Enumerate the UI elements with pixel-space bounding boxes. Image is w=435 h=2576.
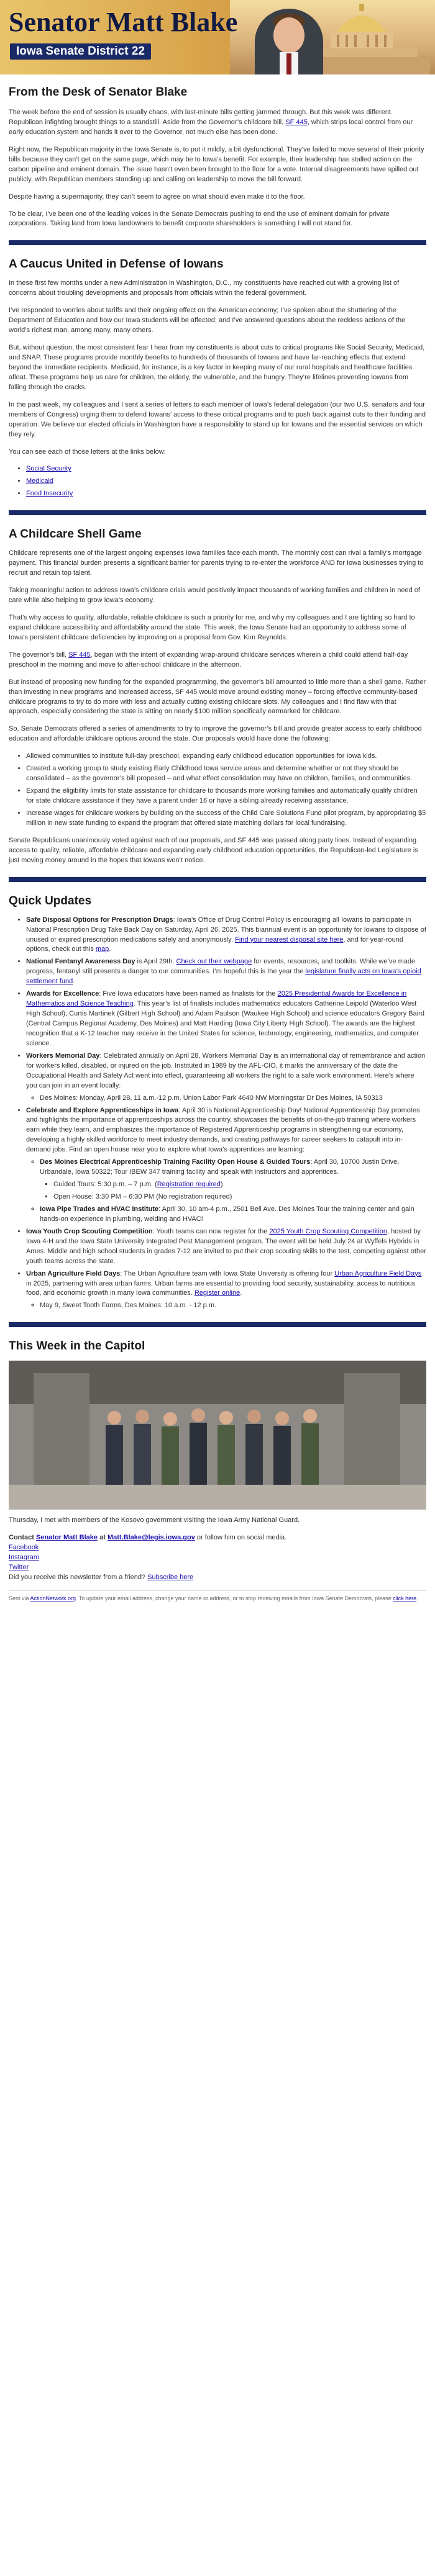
senator-profile-link[interactable]: Senator Matt Blake xyxy=(36,1534,98,1542)
newsletter-body xyxy=(0,74,435,1603)
crop-scouting-link[interactable]: 2025 Youth Crop Scouting Competition xyxy=(269,1227,388,1235)
section-divider xyxy=(9,1322,426,1327)
social-security-letter-link[interactable]: Social Security xyxy=(26,465,71,473)
newsletter-header xyxy=(0,0,435,74)
updates-list xyxy=(9,916,426,1312)
register-online-link[interactable]: Register online xyxy=(194,1289,240,1297)
list-item: • Safe Disposal Options for Prescription Drugs: Iowa’s Office of Drug Control Policy is encouraging all Iowans to participate in National Prescription Drug Take Back Day on Saturday, April 26, 2025. This biannual event is an opportunity for Iowans to dispose of unused or expired prescription medications safely and anonymously. Find your nearest disposal site here, and for year-round options, check out this map. xyxy=(26,916,426,955)
registration-link[interactable]: Registration required xyxy=(157,1181,221,1189)
list-item: ◦ Des Moines Electrical Apprenticeship Training Facility Open House & Guided Tours: April 30, 10700 Justin Drive, Urbandale, Iowa 50322; Tour IBEW 347 training facility and speak with instructors and apprentices. ▪ Guided Tours: 5:30 p.m. – 7 p.m. (Registration required) ▪ Open House: 3:30 PM – 6:30 PM (No registration required) xyxy=(40,1158,426,1202)
childcare-heading: A Childcare Shell Game xyxy=(9,528,142,541)
list-item xyxy=(26,464,426,474)
list-item: • National Fentanyl Awareness Day is April 29th. Check out their webpage for events, resources, and toolkits. While we’ve made progress, fentanyl still presents a danger to our communities. I’m hopeful this is the year the legislature finally acts on Iowa’s opioid settlement fund. xyxy=(26,957,426,987)
disposal-map-link[interactable]: map xyxy=(95,945,109,953)
contact-block xyxy=(9,1533,426,1583)
medicaid-letter-link[interactable]: Medicaid xyxy=(26,477,54,485)
senator-portrait xyxy=(255,9,323,74)
updates-heading: Quick Updates xyxy=(9,894,92,907)
childcare-paragraph: The governor’s bill, SF 445, began with the intent of expanding wrap-around childcare services wherein a child could attend half-day preschool in the morning and move to after-school childcare in the afternoon. xyxy=(9,651,408,669)
list-item: • Expand the eligibility limits for state assistance for childcare to thousands more working families and automatically qualify children for state childcare assistance if they have a parent under 16 or have a sibling already receiving assistance. xyxy=(26,786,426,806)
caucus-paragraph: I’ve responded to worries about tariffs and their ongoing effect on the American economy; I’ve spoken about the shuttering of the Department of Education and how our Iowa students will be affected; and I’ve answered questions about the reckless actions of the world’s richest man, among many, many others. xyxy=(9,307,406,335)
childcare-paragraph: So, Senate Democrats offered a series of amendments to try to improve the governor’s bill and provide greater access to early childhood education and affordable childcare options around the state. Our proposals would have done the following: xyxy=(9,725,422,743)
disposal-site-link[interactable]: Find your nearest disposal site here xyxy=(235,935,344,943)
list-item: • Awards for Excellence: Five Iowa educators have been named as finalists for the 2025 Presidential Awards for Excellence in Mathematics and Science Teaching. This year’s list of finalists includes mathematics educators Catherine Leipold (Waterloo West High School), Curtis Martinek (Gilbert High School) and Adam Paulson (Waukee High School) and science educators Gregory Baird (Central Campus Regional Academy, Des Moines) and Matt Harding (Iowa City Liberty High School). The awards are the highest recognition that a K-12 teacher may receive in the United States for science, technology, engineering, mathematics, and computer science. xyxy=(26,989,426,1049)
list-item xyxy=(26,489,426,499)
list-item: ◦ Des Moines: Monday, April 28, 11 a.m.-12 p.m. Union Labor Park 4640 NW Morningstar Dr Des Moines, IA 50313 xyxy=(40,1094,426,1104)
contact-line: Contact Senator Matt Blake at Matt.Blake@legis.iowa.gov or follow him on social media. Facebook Instagram Twitter Did you receive this newsletter from a friend? Subscribe here xyxy=(9,1534,287,1581)
caucus-paragraph: You can see each of those letters at the links below: xyxy=(9,448,166,456)
caucus-paragraph: But, without question, the most consistent fear I hear from my constituents is about cuts to critical programs like Social Security, Medicaid, and SNAP. These programs provide monthly benefits to hundreds of thousands of Iowans and have far-reaching effects that extend beyond the immediate recipients. Medicaid, for instance, is a key factor in keeping many of our rural hospitals and healthcare facilities afloat. These programs help us care for children, the elderly, the vulnerable, and the hungry. They’re lifelines preventing Iowans from falling through the cracks. xyxy=(9,344,425,391)
instagram-link[interactable]: Instagram xyxy=(9,1554,39,1562)
list-item: ◦ Iowa Pipe Trades and HVAC Institute: April 30, 10 am-4 p.m., 2501 Bell Ave. Des Moines Tour the training center and gain hands-on experience in plumbing, welding and HVAC! xyxy=(40,1205,426,1225)
list-item: ◦ May 9, Sweet Tooth Farms, Des Moines: 10 a.m. - 12 p.m. xyxy=(40,1301,426,1311)
email-link[interactable]: Matt.Blake@legis.iowa.gov xyxy=(107,1534,195,1542)
childcare-paragraph: That’s why access to quality, affordable, reliable childcare is such a priority for me, and why my colleagues and I are fighting so hard to expand childcare accessibility and affordability around the state. This week, the Iowa Senate had an opportunity to address some of Iowa’s persistent childcare deficiencies by improving on a proposal from Gov. Kim Reynolds. xyxy=(9,613,415,641)
desk-paragraph: The week before the end of session is usually chaos, with last-minute bills getting jammed through. But this week was different. Republican infighting brought things to a standstill. Aside from the Governor’s childcare bill, SF 445, which strips local control from our early education system and hands it over to the Governor, not much else has been done. xyxy=(9,109,413,136)
caucus-paragraph: In these first few months under a new Administration in Washington, D.C., my constituents have reached out with a growing list of concerns about troubling developments and proposals from officials within the federal government. xyxy=(9,279,400,297)
childcare-paragraph: Taking meaningful action to address Iowa’s childcare crisis would positively impact thousands of working families and children in need of care while also helping to grow Iowa’s economy. xyxy=(9,587,420,604)
presidential-awards-link[interactable]: 2025 Presidential Awards for Excellence in Mathematics and Science Teaching xyxy=(26,990,407,1008)
field-days-link[interactable]: Urban Agriculture Field Days xyxy=(334,1269,422,1277)
list-item: ▪ Open House: 3:30 PM – 6:30 PM (No registration required) xyxy=(53,1192,426,1202)
unsubscribe-link[interactable]: click here xyxy=(393,1595,417,1601)
caucus-paragraph: In the past week, my colleagues and I sent a series of letters to each member of Iowa’s federal delegation (our two U.S. senators and four members of Congress) urging them to defend Iowans’ access to these critical programs and to push back against cuts to their funding and operation. We believe our elected officials in Washington have a responsibility to stand up for Iowans and the essential services on which they rely. xyxy=(9,400,426,438)
letters-list xyxy=(9,464,426,499)
actionnetwork-link[interactable]: ActionNetwork.org xyxy=(30,1595,76,1601)
section-divider xyxy=(9,877,426,882)
amendments-list xyxy=(9,752,426,829)
childcare-paragraph: Childcare represents one of the largest ongoing expenses Iowa families face each month. The monthly cost can rival a family’s mortgage payment. This financial burden presents a significant barrier for parents trying to re-enter the workforce AND for Iowa businesses trying to recruit and retain top talent. xyxy=(9,549,424,577)
capitol-heading: This Week in the Capitol xyxy=(9,1340,145,1353)
list-item: • Created a working group to study existing Early Childhood Iowa service areas and determine whether or not they should be consolidated – as the governor’s bill proposed – and what effect consolidation may have on children, families, and communities. xyxy=(26,764,426,784)
section-divider xyxy=(9,510,426,515)
list-item: • Increase wages for childcare workers by building on the success of the Child Care Solutions Fund pilot program, by appropriating $5 million in new state funding to expand the program that offered state matching dollars for local fundraising. xyxy=(26,809,426,829)
header-title: Senator Matt Blake xyxy=(9,7,238,37)
fentanyl-webpage-link[interactable]: Check out their webpage xyxy=(176,958,252,966)
desk-paragraph: To be clear, I’ve been one of the leading voices in the Senate Democrats pushing to end the use of eminent domain for private corporations. Taking land from Iowa landowners to benefit corporate shareholders is something I will not stand for. xyxy=(9,210,390,228)
list-item: • Workers Memorial Day: Celebrated annually on April 28, Workers Memorial Day is an international day of remembrance and action for workers killed, disabled, or injured on the job. Instituted in 1989 by the AFL-CIO, it marks the anniversary of the date the Occupational Health and Safety Act went into effect, guaranteeing all workers the right to a safe work environment. Here’s where you can join in an event locally: ◦ Des Moines: Monday, April 28, 11 a.m.-12 p.m. Union Labor Park 4640 NW Morningstar Dr Des Moines, IA 50313 xyxy=(26,1052,426,1104)
list-item: • Celebrate and Explore Apprenticeships in Iowa: April 30 is National Apprenticeship Day! National Apprenticeship Day promotes and highlights the importance of apprenticeships across the country, showcases the benefits of on-the-job training where workers earn while they learn, and emphasizes the importance of Registered Apprenticeship programs in strengthening our economy, developing a highly skilled workforce to meet industry demands, and creating pathways for career seekers to catapult into in-demand jobs. Find an open house near you to explore what Iowa’s apprentices are learning: ◦ Des Moines Electrical Apprenticeship Training Facility Open House & Guided Tours: April 30, 10700 Justin Drive, Urbandale, Iowa 50322; Tour IBEW 347 training facility and speak with instructors and apprentices. ▪ Guided Tours: 5:30 p.m. – 7 p.m. (Registration required) ▪ Open House: 3:30 PM – 6:30 PM (No registration required) ◦ Iowa Pipe Trades and HVAC Institute: April 30, 10 am-4 p.m., 2501 Bell Ave. Des Moines Tour the training center and gain hands-on experience in plumbing, welding and HVAC! xyxy=(26,1106,426,1225)
desk-paragraph: Despite having a supermajority, they can’t seem to agree on what should even make it to the floor. xyxy=(9,192,305,200)
desk-heading: From the Desk of Senator Blake xyxy=(9,86,188,99)
food-insecurity-letter-link[interactable]: Food Insecurity xyxy=(26,490,73,498)
twitter-link[interactable]: Twitter xyxy=(9,1564,29,1572)
opioid-settlement-link[interactable]: legislature finally acts on Iowa’s opioid settlement fund xyxy=(26,968,421,986)
capitol-group-photo xyxy=(9,1361,426,1510)
group-photo-image xyxy=(9,1361,426,1510)
list-item: • Allowed communities to institute full-day preschool, expanding early childhood education opportunities for Iowa kids. xyxy=(26,752,426,762)
subscribe-link[interactable]: Subscribe here xyxy=(147,1574,194,1581)
list-item: ▪ Guided Tours: 5:30 p.m. – 7 p.m. (Registration required) xyxy=(53,1180,426,1190)
childcare-paragraph: Senate Republicans unanimously voted against each of our proposals, and SF 445 was passed along party lines. Instead of expanding access to quality, reliable, affordable childcare and expanding early childhood education opportunities, the Republican-led Legislature is just moving money around in the hopes that Iowans won’t notice. xyxy=(9,836,418,864)
caucus-heading: A Caucus United in Defense of Iowans xyxy=(9,258,224,271)
list-item xyxy=(26,477,426,487)
facebook-link[interactable]: Facebook xyxy=(9,1544,39,1552)
section-divider xyxy=(9,240,426,245)
sf445-link[interactable]: SF 445 xyxy=(68,651,91,659)
unsubscribe-footer: Sent via ActionNetwork.org. To update your email address, change your name or address, or to stop receiving emails from Iowa Senate Democrats, please click here. xyxy=(9,1590,426,1603)
photo-caption: Thursday, I met with members of the Kosovo government visiting the Iowa Army National Guard. xyxy=(9,1516,300,1524)
list-item: • Iowa Youth Crop Scouting Competition: Youth teams can now register for the 2025 Youth Crop Scouting Competition, hosted by Iowa 4-H and the Iowa State University Integrated Pest Management program. The event will be held July 24 at Wyffels Hybrids in Ames. Middle and high school students in grades 7-12 are invited to put their crop scouting skills to the test, competing against other youth teams across the state. xyxy=(26,1227,426,1267)
childcare-paragraph: But instead of proposing new funding for the expanded programming, the governor’s bill amounted to little more than a shell game. Rather than investing in new programs and increased access, SF 445 would move around existing money – forcing effective community-based childcare programs to try to do more with less and actually cutting existing childcare slots. My colleagues and I find flaw with that approach, especially considering the state is sitting on nearly $100 million specifically earmarked for childcare. xyxy=(9,678,426,716)
header-subtitle: Iowa Senate District 22 xyxy=(10,43,151,60)
desk-paragraph: Right now, the Republican majority in the Iowa Senate is, to put it mildly, a bit dysfunctional. They’ve failed to move several of their priority bills because they can’t get on the same page, which may be to Iowa’s benefit. For example, their leadership has stalled action on the carbon pipeline and eminent domain. The issue hasn’t even been brought to the floor for a vote. Internal disagreements have spilled out publicly, with Republican members standing up and calling on leadership to move the bill forward. xyxy=(9,145,424,183)
list-item: • Urban Agriculture Field Days: The Urban Agriculture team with Iowa State University is offering four Urban Agriculture Field Days in 2025, partnering with area urban farms. Urban farms are essential to providing food security, sustainability, access to nutritious food, and economic growth in many Iowa communities. Register online. ◦ May 9, Sweet Tooth Farms, Des Moines: 10 a.m. - 12 p.m. xyxy=(26,1269,426,1312)
sf445-link[interactable]: SF 445 xyxy=(285,118,308,126)
